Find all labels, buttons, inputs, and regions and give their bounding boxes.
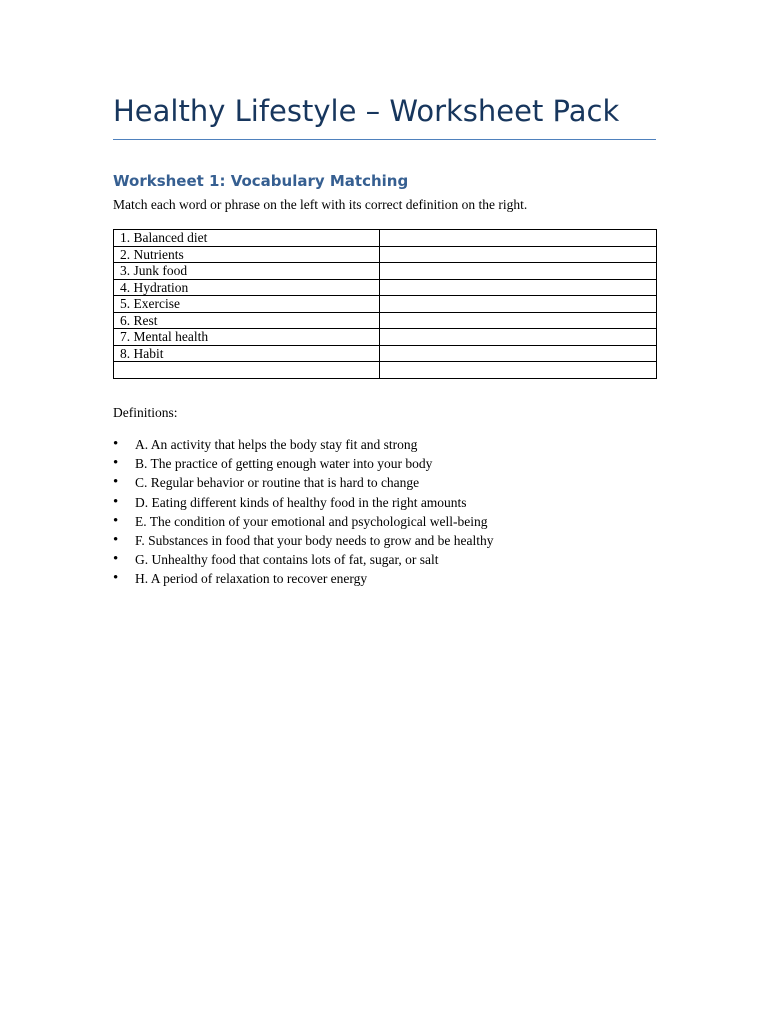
definition-cell bbox=[380, 312, 657, 329]
list-item bbox=[113, 531, 493, 550]
term-cell: 2. Nutrients bbox=[114, 246, 380, 263]
table-row bbox=[114, 230, 657, 247]
term-cell: 3. Junk food bbox=[114, 263, 380, 280]
bullet-icon: • bbox=[113, 570, 119, 587]
term-cell: 7. Mental health bbox=[114, 329, 380, 346]
vocabulary-matching-table bbox=[113, 229, 657, 379]
definition-text: D. Eating different kinds of healthy food in the right amounts bbox=[135, 494, 467, 510]
definitions-list bbox=[113, 435, 493, 589]
table-row bbox=[114, 246, 657, 263]
table-row bbox=[114, 345, 657, 362]
term-cell: 6. Rest bbox=[114, 312, 380, 329]
list-item bbox=[113, 473, 493, 492]
table-row bbox=[114, 296, 657, 313]
term-cell: 4. Hydration bbox=[114, 279, 380, 296]
list-item bbox=[113, 550, 493, 569]
bullet-icon: • bbox=[113, 531, 119, 548]
term-cell: 5. Exercise bbox=[114, 296, 380, 313]
list-item bbox=[113, 569, 493, 588]
definition-cell bbox=[380, 329, 657, 346]
definition-cell bbox=[380, 296, 657, 313]
instructions-text: Match each word or phrase on the left with its correct definition on the right. bbox=[113, 197, 528, 212]
bullet-icon: • bbox=[113, 474, 119, 491]
term-cell: 1. Balanced diet bbox=[114, 230, 380, 247]
list-item bbox=[113, 493, 493, 512]
table-row bbox=[114, 362, 657, 379]
definition-text: B. The practice of getting enough water into your body bbox=[135, 456, 433, 472]
title-divider bbox=[113, 139, 656, 140]
definition-text: F. Substances in food that your body needs to grow and be healthy bbox=[135, 532, 494, 548]
list-item bbox=[113, 435, 493, 454]
definition-cell bbox=[380, 279, 657, 296]
definitions-label: Definitions: bbox=[113, 405, 178, 420]
term-cell bbox=[114, 362, 380, 379]
bullet-icon: • bbox=[113, 493, 119, 510]
bullet-icon: • bbox=[113, 551, 119, 568]
definition-cell bbox=[380, 263, 657, 280]
table-row bbox=[114, 263, 657, 280]
definition-text: A. An activity that helps the body stay fit and strong bbox=[135, 437, 418, 452]
definition-cell bbox=[380, 345, 657, 362]
section-heading: Worksheet 1: Vocabulary Matching bbox=[113, 172, 409, 190]
bullet-icon: • bbox=[113, 512, 119, 529]
document-title: Healthy Lifestyle – Worksheet Pack bbox=[113, 94, 620, 128]
table-row bbox=[114, 329, 657, 346]
list-item bbox=[113, 454, 493, 473]
bullet-icon: • bbox=[113, 455, 119, 472]
table-row bbox=[114, 279, 657, 296]
definition-text: E. The condition of your emotional and psychological well-being bbox=[135, 513, 488, 529]
definition-text: G. Unhealthy food that contains lots of fat, sugar, or salt bbox=[135, 552, 439, 568]
definition-cell bbox=[380, 246, 657, 263]
definition-text: H. A period of relaxation to recover energy bbox=[135, 571, 368, 587]
table-row bbox=[114, 312, 657, 329]
definition-cell bbox=[380, 362, 657, 379]
term-cell: 8. Habit bbox=[114, 345, 380, 362]
definition-cell bbox=[380, 230, 657, 247]
list-item bbox=[113, 512, 493, 531]
bullet-icon: • bbox=[113, 436, 119, 452]
definition-text: C. Regular behavior or routine that is hard to change bbox=[135, 475, 420, 491]
